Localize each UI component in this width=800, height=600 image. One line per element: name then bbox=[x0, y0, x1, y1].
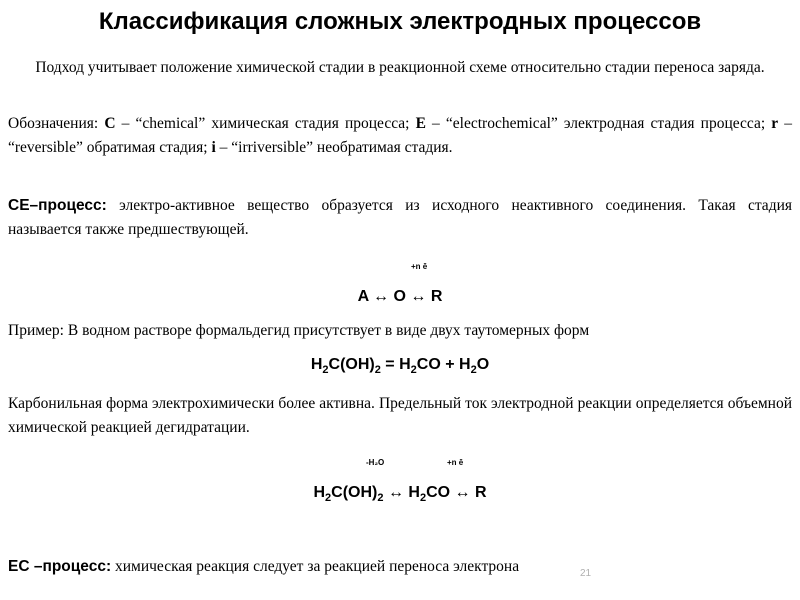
scheme1-electron-label: +n ē bbox=[411, 262, 428, 271]
notation-paragraph bbox=[8, 112, 792, 160]
example-paragraph: Пример: В водном растворе формальдегид присутствует в виде двух таутомерных форм bbox=[8, 322, 590, 339]
notation-lead: Обозначения: bbox=[8, 115, 105, 132]
ce-term: CE–процесс: bbox=[8, 197, 107, 214]
scheme2-electron-label: +n ē bbox=[447, 458, 464, 467]
ec-term: EC –процесс: bbox=[8, 558, 112, 575]
notation-e-letter: E bbox=[415, 115, 426, 132]
formaldehyde-equation: $H_2C(OH)_2 = H_2CO + H_2O$ bbox=[310, 356, 490, 377]
notation-r-letter: r bbox=[771, 115, 779, 132]
slide-title: Классификация сложных электродных процессов bbox=[98, 8, 702, 35]
carbonyl-paragraph: Карбонильная форма электрохимически более активна. Предельный ток электродной реакции определяется объемной химической реакцией дегидратации. bbox=[8, 395, 792, 436]
notation-c-letter: C bbox=[104, 115, 116, 132]
notation-c-text: – “chemical” химическая стадия процесса; bbox=[115, 115, 416, 132]
notation-i-text: – “irriversible” необратимая стадия. bbox=[215, 139, 453, 156]
notation-e-text: – “electrochemical” электродная стадия процесса; bbox=[425, 115, 772, 132]
ec-paragraph bbox=[8, 555, 792, 579]
notation-i-letter: i bbox=[211, 139, 216, 156]
scheme2-formula: $H_2C(OH)_2$ ↔ $H_2CO$ ↔ R bbox=[313, 484, 487, 505]
ec-text: химическая реакция следует за реакцией переноса электрона bbox=[111, 558, 520, 575]
notation-r-text: – “reversible” обратимая стадия; bbox=[8, 115, 793, 156]
ce-paragraph bbox=[8, 194, 792, 242]
page-number: 21 bbox=[580, 568, 592, 579]
scheme2-water-label: -H₂O bbox=[366, 458, 385, 467]
approach-text: Подход учитывает положение химической стадии в реакционной схеме относительно стадии переноса заряда. bbox=[35, 59, 765, 76]
ce-text: электро-активное вещество образуется из исходного неактивного соединения. Такая стадия называется также предшествующей. bbox=[8, 197, 792, 238]
scheme1-formula: A ↔ O ↔ R bbox=[357, 288, 443, 305]
